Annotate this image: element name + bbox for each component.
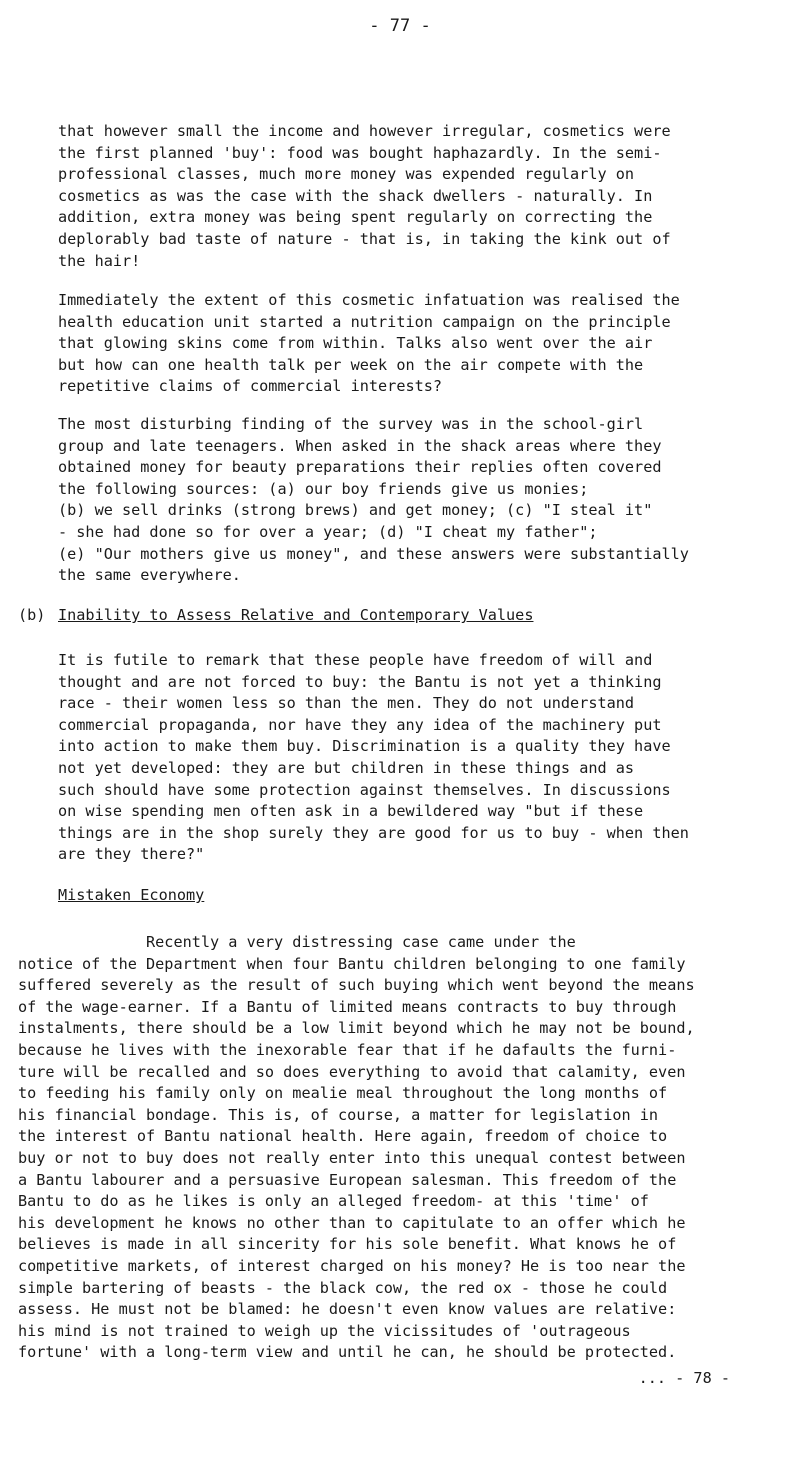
text-line: of the wage-earner. If a Bantu of limited means contracts to buy through: [18, 997, 677, 1016]
text-line: the hair!: [58, 251, 141, 270]
text-line: Bantu to do as he likes is only an alleged freedom- at this 'time' of: [18, 1192, 649, 1211]
text-line: commercial propaganda, nor have they any idea of the machinery put: [58, 715, 662, 734]
paragraph-mistaken-economy: [18, 932, 788, 1364]
text-line: deplorably bad taste of nature - that is, in taking the kink out of: [58, 229, 671, 248]
text-line: things are in the shop surely they are good for us to buy - when then: [58, 823, 689, 842]
text-line: repetitive claims of commercial interests?: [58, 377, 443, 396]
text-line: into action to make them buy. Discrimination is a quality they have: [58, 737, 671, 756]
section-b-heading: Inability to Assess Relative and Contemporary Values: [58, 606, 534, 624]
text-line: on wise spending men often ask in a bewildered way "but if these: [58, 802, 644, 821]
text-line: such should have some protection against themselves. In discussions: [58, 780, 671, 799]
text-line: (e) "Our mothers give us money", and these answers were substantially: [58, 544, 689, 563]
text-line: thought and are not forced to buy: the Bantu is not yet a thinking: [58, 672, 662, 691]
section-b-label: (b): [18, 606, 46, 624]
text-line: assess. He must not be blamed: he doesn't even know values are relative:: [18, 1300, 677, 1319]
paragraph-survey-findings: [58, 414, 758, 587]
text-line: fortune' with a long-term view and until he can, he should be protected.: [18, 1343, 677, 1362]
text-line: obtained money for beauty preparations their replies often covered: [58, 458, 662, 477]
paragraph-inability-to-assess: [58, 650, 768, 866]
paragraph-nutrition-campaign: [58, 290, 748, 398]
text-line: instalments, there should be a low limit beyond which he may not be bound,: [18, 1019, 695, 1038]
text-line: a Bantu labourer and a persuasive European salesman. This freedom of the: [18, 1170, 677, 1189]
text-line: ture will be recalled and so does everything to avoid that calamity, even: [18, 1062, 686, 1081]
text-line: addition, extra money was being spent regularly on correcting the: [58, 208, 653, 227]
text-line: The most disturbing finding of the survey was in the school-girl: [58, 415, 644, 433]
text-line: competitive markets, of interest charged on his money? He is too near the: [18, 1256, 686, 1275]
text-line: his development he knows no other than to capitulate to an offer which he: [18, 1213, 686, 1232]
text-line: Recently a very distressing case came under the: [18, 933, 576, 951]
text-line: his mind is not trained to weigh up the vicissitudes of 'outrageous: [18, 1321, 631, 1340]
text-line: It is futile to remark that these people have freedom of will and: [58, 651, 653, 669]
text-line: because he lives with the inexorable fear that if he dafaults the furni-: [18, 1040, 677, 1059]
text-line: the following sources: (a) our boy friends give us monies;: [58, 479, 589, 498]
text-line: that glowing skins come from within. Talks also went over the air: [58, 334, 653, 353]
text-line: cosmetics as was the case with the shack dwellers - naturally. In: [58, 186, 653, 205]
text-line: believes is made in all sincerity for his sole benefit. What knows he of: [18, 1235, 677, 1254]
text-line: Immediately the extent of this cosmetic infatuation was realised the: [58, 291, 680, 309]
text-line: notice of the Department when four Bantu children belonging to one family: [18, 954, 686, 973]
text-line: health education unit started a nutrition campaign on the principle: [58, 312, 671, 331]
page-number: - 77 -: [369, 16, 431, 36]
subheading-mistaken-economy: Mistaken Economy: [58, 886, 205, 904]
text-line: (b) we sell drinks (strong brews) and get money; (c) "I steal it": [58, 501, 653, 520]
text-line: not yet developed: they are but children in these things and as: [58, 758, 635, 777]
text-line: - she had done so for over a year; (d) "I cheat my father";: [58, 522, 598, 541]
text-line: race - their women less so than the men. They do not understand: [58, 694, 635, 713]
text-line: buy or not to buy does not really enter into this unequal contest between: [18, 1148, 686, 1167]
text-line: his financial bondage. This is, of course, a matter for legislation in: [18, 1105, 659, 1124]
text-line: the first planned 'buy': food was bought haphazardly. In the semi-: [58, 143, 662, 162]
text-line: simple bartering of beasts - the black cow, the red ox - those he could: [18, 1278, 668, 1297]
text-line: the same everywhere.: [58, 566, 241, 585]
text-line: the interest of Bantu national health. Here again, freedom of choice to: [18, 1127, 668, 1146]
text-line: but how can one health talk per week on the air compete with the: [58, 355, 644, 374]
text-line: professional classes, much more money was expended regularly on: [58, 165, 635, 184]
text-line: are they there?": [58, 845, 205, 864]
text-line: suffered severely as the result of such buying which went beyond the means: [18, 976, 695, 995]
footer-continuation: ... - 78 -: [638, 1369, 730, 1387]
text-line: group and late teenagers. When asked in the shack areas where they: [58, 436, 662, 455]
text-line: that however small the income and however irregular, cosmetics were: [58, 122, 671, 140]
paragraph-cosmetics-spending: [58, 121, 748, 272]
text-line: to feeding his family only on mealie meal throughout the long months of: [18, 1084, 668, 1103]
